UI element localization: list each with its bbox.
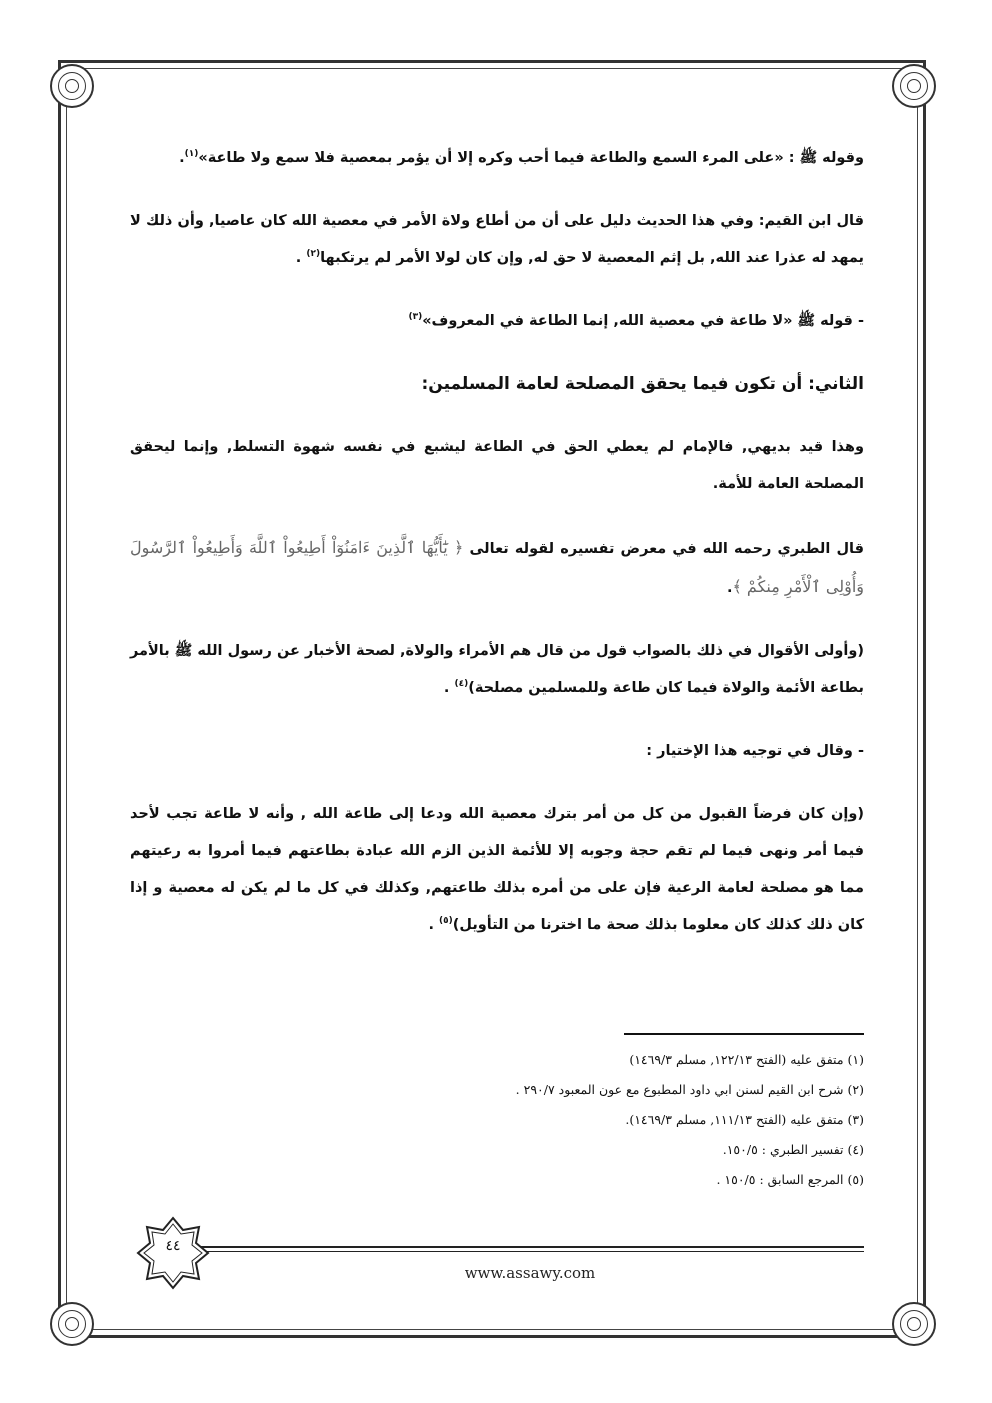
footnotes — [300, 1045, 864, 1195]
page-body — [130, 140, 864, 944]
page-number: ٤٤ — [165, 1238, 181, 1254]
website-url: www.assawy.com — [464, 1264, 596, 1282]
paragraph-hadith-obedience: وقوله ﷺ : «على المرء السمع والطاعة فيما أحب وكره إلا أن يؤمر بمعصية فلا سمع ولا طاعة»$^{(١)}$. — [179, 149, 864, 166]
corner-ornament-top-right — [892, 64, 936, 108]
footer-rule — [200, 1246, 864, 1248]
corner-ornament-bottom-right — [892, 1302, 936, 1346]
corner-ornament-top-left — [50, 64, 94, 108]
paragraph-tabari-quote: (وأولى الأقوال في ذلك بالصواب قول من قال هم الأمراء والولاة, لصحة الأخبار عن رسول الله ﷺ بالأمر بطاعة الأئمة والولاة فيما كان طاعة وللمسلمين مصلحة)$^{(٤)}$ . — [130, 643, 864, 696]
footnote-5: (٥) المرجع السابق : ١٥٠/٥ . — [716, 1172, 864, 1187]
paragraph-tabari-tafsir: قال الطبري رحمه الله في معرض تفسيره لقوله تعالى ﴿ يَٰٓأَيُّهَا ٱلَّذِينَ ءَامَنُوٓاْ أَطِيعُواْ ٱللَّهَ وَأَطِيعُواْ ٱلرَّسُولَ وَأُوْلِى ٱلْأَمْرِ مِنكُمْ ﴾. — [130, 538, 864, 596]
paragraph-self-evident-restriction: وهذا قيد بديهي, فالإمام لم يعطي الحق في الطاعة ليشبع في نفسه شهوة التسلط, وإنما ليحقق المصلحة العامة للأمة. — [130, 439, 864, 492]
corner-ornament-bottom-left — [50, 1302, 94, 1346]
footnote-4: (٤) تفسير الطبري : ١٥٠/٥. — [722, 1142, 864, 1157]
footer-rule-thin — [200, 1251, 864, 1252]
paragraph-tabari-justification: (وإن كان فرضاً القبول من كل من أمر بترك معصية الله ودعا إلى طاعة الله , وأنه لا طاعة تجب لأحد فيما أمر ونهى فيما لم تقم حجة وجوبه إلا للأئمة الذين الزم الله عبادة بطاعتهم فيما أمروا به رعيتهم مما هو مصلحة لعامة الرعية فإن على من أمره بذلك طاعتهم, وكذلك في كل ما لم يكن له معصية و إذا كان ذلك كذلك كان معلوما بذلك صحة ما اخترنا من التأويل)$^{(٥)}$ . — [130, 806, 864, 933]
quran-verse: ﴿ يَٰٓأَيُّهَا ٱلَّذِينَ ءَامَنُوٓاْ أَطِيعُواْ ٱللَّهَ وَأَطِيعُواْ ٱلرَّسُولَ وَأُوْلِى ٱلْأَمْرِ مِنكُمْ ﴾ — [130, 538, 864, 596]
section-heading-second-condition: الثاني: أن تكون فيما يحقق المصلحة لعامة المسلمين: — [421, 374, 864, 394]
footnote-2: (٢) شرح ابن القيم لسنن ابي داود المطبوع مع عون المعبود ٢٩٠/٧ . — [515, 1082, 864, 1097]
paragraph-tabari-justification-intro: - وقال في توجيه هذا الإختيار : — [646, 743, 864, 759]
paragraph-ibn-alqayyim: قال ابن القيم: وفي هذا الحديث دليل على أن من أطاع ولاة الأمر في معصية الله كان عاصيا, وأن ذلك لا يمهد له عذرا عند الله, بل إثم المعصية لا حق له, وإن كان لولا الأمر لم يرتكبها$^{(٢)}$ . — [130, 213, 864, 266]
footnote-separator — [624, 1033, 864, 1035]
paragraph-no-obedience-in-sin: - قوله ﷺ «لا طاعة في معصية الله, إنما الطاعة في المعروف»$^{(٣)}$ — [408, 312, 864, 329]
footnote-3: (٣) متفق عليه (الفتح ١١١/١٣, مسلم ١٤٦٩/٣). — [625, 1112, 864, 1127]
footnote-1: (١) متفق عليه (الفتح ١٢٢/١٣, مسلم ١٤٦٩/٣) — [629, 1052, 864, 1067]
